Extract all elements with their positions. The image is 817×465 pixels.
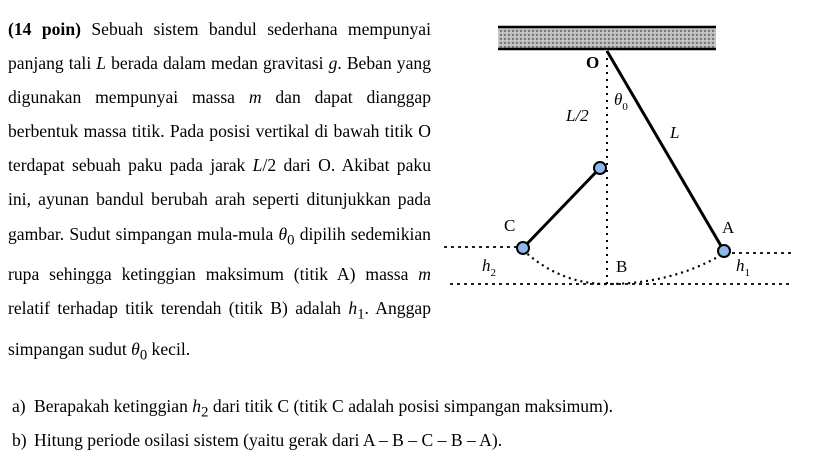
problem-statement — [8, 12, 431, 372]
text-segment: relatif terhadap titik terendah (titik B) adalah — [8, 298, 349, 319]
text-segment: Sebuah sistem bandul sederhana mempunyai panjang tali — [8, 19, 431, 74]
text-segment: dan dapat dianggap berbentuk massa titik. Pada posisi vertikal di bawah titik O terdapat sebuah paku pada jarak — [8, 87, 431, 176]
question-b-label: b) — [12, 430, 27, 450]
label-L-half: L/2 — [566, 106, 589, 125]
subscript: 0 — [287, 232, 295, 249]
text-segment: berada dalam medan gravitasi — [106, 53, 329, 74]
h1-symbol: h — [736, 256, 745, 275]
label-B: B — [616, 257, 628, 276]
subscript: 2 — [201, 404, 209, 421]
h2-subscript: 2 — [490, 267, 496, 279]
label-O: O — [586, 53, 600, 72]
subscript: 0 — [139, 347, 148, 364]
question-a-text: dari titik C (titik C adalah posisi simpangan maksimum). — [208, 396, 614, 416]
string-O-A — [607, 51, 724, 251]
label-C: C — [504, 216, 516, 235]
var-L: L — [252, 155, 263, 176]
bob-A — [718, 245, 730, 257]
text-segment: . Anggap simpangan sudut — [8, 298, 431, 359]
var-h: h — [192, 396, 202, 416]
text-segment: dipilih sedemikian rupa sehingga ketinggian maksimum (titik A) massa — [8, 223, 431, 285]
var-m: m — [248, 87, 262, 108]
text-segment: . Beban yang digunakan mempunyai massa — [8, 53, 432, 108]
bob-C — [517, 242, 529, 254]
h2-symbol: h — [482, 256, 491, 275]
h1-subscript: 1 — [744, 267, 750, 279]
var-theta: θ — [278, 223, 288, 244]
question-a-label: a) — [12, 396, 26, 416]
string-nail-C — [523, 168, 600, 248]
nail — [594, 162, 606, 174]
theta-symbol: θ — [614, 90, 623, 109]
label-L: L — [670, 123, 680, 142]
pendulum-diagram — [440, 18, 810, 298]
label-h1 — [736, 256, 750, 279]
text-segment: /2 dari O. Akibat paku ini, ayunan bandul berubah arah seperti ditunjukkan pada gambar. Sudut simpangan mula-mula — [8, 155, 431, 244]
ceiling — [498, 27, 716, 49]
var-m: m — [418, 264, 431, 285]
var-h: h — [348, 298, 358, 319]
question-b-text: Hitung periode osilasi sistem (yaitu gerak dari A – B – C – B – A). — [34, 430, 503, 450]
label-h2 — [482, 256, 496, 279]
question-b — [12, 430, 502, 451]
points-label: (14 poin) — [8, 19, 81, 39]
var-theta: θ — [131, 338, 140, 359]
question-a-text: Berapakah ketinggian — [34, 396, 193, 416]
subscript: 1 — [357, 306, 365, 323]
text-segment: kecil. — [147, 338, 191, 359]
question-a — [12, 396, 613, 422]
label-theta — [614, 90, 628, 113]
theta-subscript: 0 — [622, 101, 628, 113]
label-A: A — [722, 218, 735, 237]
var-g: g — [328, 53, 338, 74]
var-L: L — [96, 53, 107, 74]
